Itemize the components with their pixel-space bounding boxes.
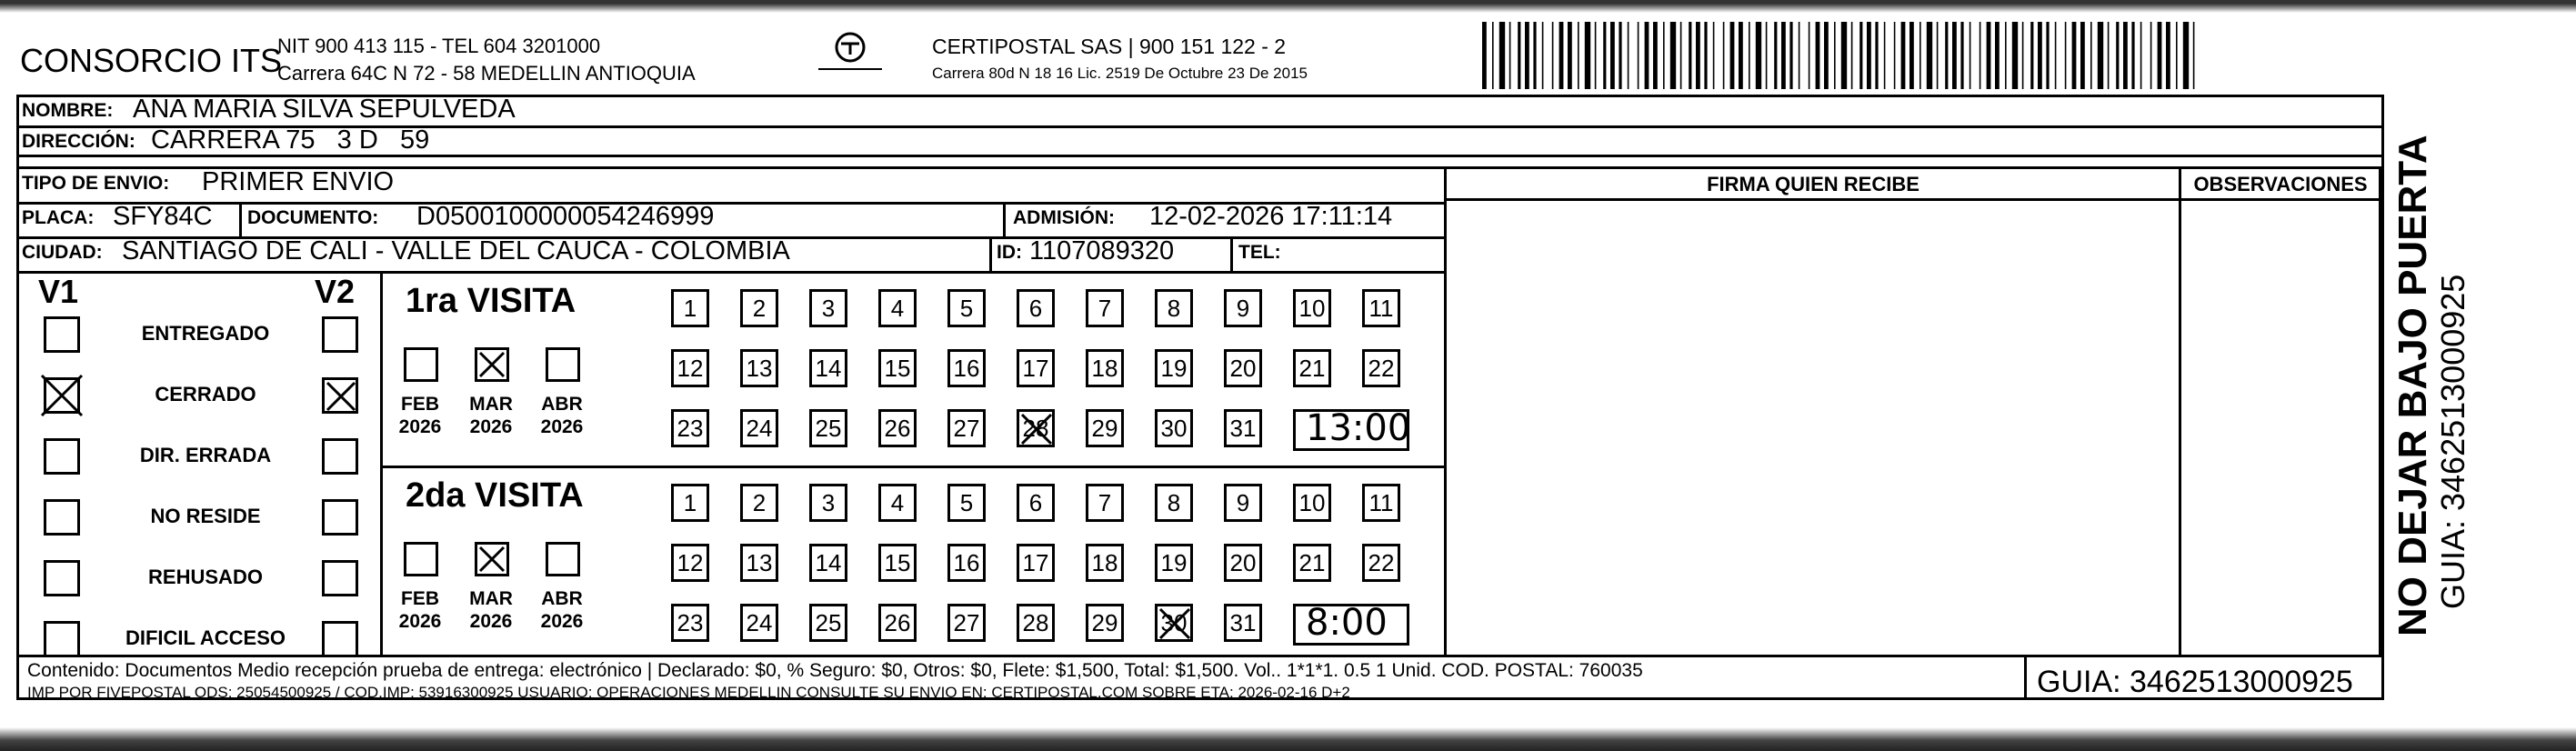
v1-check-mark (38, 372, 85, 419)
ciudad-label: CIUDAD: (22, 242, 103, 263)
day-cell[interactable]: 12 (671, 349, 709, 387)
status-option-label: DIR. ERRADA (139, 444, 272, 466)
day-cell[interactable]: 30 (1155, 409, 1193, 447)
day-cell[interactable]: 2 (740, 484, 778, 522)
divider (16, 271, 1446, 274)
side-guia: GUIA: 3462513000925 (2434, 274, 2471, 609)
divider (1230, 236, 1233, 271)
admision-label: ADMISIÓN: (1013, 207, 1115, 228)
handwritten-time: 8:00 (1306, 602, 1388, 644)
month-year: 2026 (398, 416, 442, 437)
v1-checkbox[interactable] (44, 499, 80, 536)
month-name: FEB (401, 394, 439, 415)
day-cell[interactable]: 4 (878, 484, 917, 522)
day-cell[interactable]: 12 (671, 544, 709, 582)
nit-line: NIT 900 413 115 - TEL 604 3201000 (277, 35, 601, 57)
month-checkbox[interactable] (546, 347, 580, 382)
divider (1003, 202, 1006, 236)
visit-title: 2da VISITA (406, 476, 584, 515)
day-cell[interactable]: 24 (740, 604, 778, 642)
observaciones-header: OBSERVACIONES (2193, 173, 2368, 195)
status-option-label: CERRADO (155, 383, 256, 406)
day-cell[interactable]: 23 (671, 409, 709, 447)
day-cell[interactable]: 13 (740, 544, 778, 582)
company-info (277, 33, 696, 87)
month-name: ABR (541, 394, 583, 415)
id-label: ID: (997, 242, 1022, 263)
day-cell[interactable]: 10 (1293, 484, 1331, 522)
day-cell[interactable]: 11 (1362, 289, 1400, 327)
day-cell[interactable]: 24 (740, 409, 778, 447)
address-line: Carrera 64C N 72 - 58 MEDELLIN ANTIOQUIA (277, 62, 696, 85)
month-name: ABR (541, 588, 583, 609)
day-cell[interactable]: 9 (1224, 484, 1262, 522)
divider (989, 236, 992, 271)
day-cell[interactable]: 23 (671, 604, 709, 642)
firma-header: FIRMA QUIEN RECIBE (1707, 173, 1919, 195)
day-cell[interactable]: 5 (947, 484, 986, 522)
day-cell[interactable]: 5 (947, 289, 986, 327)
month-label (536, 587, 587, 633)
tipo-envio-label: TIPO DE ENVIO: (22, 173, 170, 194)
recipient-id: 1107089320 (1029, 236, 1175, 265)
v1-checkbox[interactable] (44, 621, 80, 657)
tel-label: TEL: (1238, 242, 1281, 263)
month-year: 2026 (398, 611, 442, 632)
scan-edge-top (0, 0, 2576, 18)
day-cell[interactable]: 18 (1086, 544, 1124, 582)
status-option-label: REHUSADO (148, 566, 263, 588)
v1-checkbox[interactable] (44, 316, 80, 353)
warning-text: NO DEJAR BAJO PUERTA (2391, 135, 2435, 636)
month-label (536, 393, 587, 438)
day-cell[interactable]: 15 (878, 544, 917, 582)
nombre-label: NOMBRE: (22, 100, 114, 121)
day-cell[interactable]: 4 (878, 289, 917, 327)
day-cell[interactable]: 21 (1293, 544, 1331, 582)
carrier-address: Carrera 80d N 18 16 Lic. 2519 De Octubre 23 De 2015 (932, 65, 1308, 82)
day-cell[interactable]: 14 (809, 544, 847, 582)
day-cell[interactable]: 1 (671, 484, 709, 522)
day-mark (1018, 411, 1055, 447)
company-name: CONSORCIO ITS (20, 42, 283, 79)
day-cell[interactable]: 16 (947, 349, 986, 387)
day-cell[interactable]: 20 (1224, 544, 1262, 582)
carrier-info (932, 33, 1308, 87)
imp-text: IMP POR FIVEPOSTAL ODS: 25054500925 / COD.IMP: 53916300925 USUARIO: OPERACIONES MEDELLIN CONSULTE SU ENVIO EN: CERTIPOSTAL.COM SOBRE ETA: 2026-02-16 D+2 (27, 684, 1350, 701)
day-cell[interactable]: 25 (809, 604, 847, 642)
divider (16, 655, 2384, 657)
divider (2379, 166, 2381, 655)
day-cell[interactable]: 21 (1293, 349, 1331, 387)
month-label (466, 587, 516, 633)
day-cell[interactable]: 1 (671, 289, 709, 327)
handwritten-time: 13:00 (1306, 407, 1411, 449)
month-check-mark (476, 544, 507, 575)
v2-checkbox[interactable] (322, 560, 358, 596)
day-cell[interactable]: 31 (1224, 604, 1262, 642)
day-cell[interactable]: 19 (1155, 544, 1193, 582)
day-cell[interactable]: 19 (1155, 349, 1193, 387)
month-checkbox[interactable] (404, 347, 438, 382)
v2-checkbox[interactable] (322, 621, 358, 657)
divider (2024, 655, 2027, 700)
certipostal-logo (800, 27, 900, 82)
carrier-line: CERTIPOSTAL SAS | 900 151 122 - 2 (932, 35, 1287, 58)
day-cell[interactable]: 16 (947, 544, 986, 582)
day-cell[interactable]: 7 (1086, 484, 1124, 522)
day-cell[interactable]: 22 (1362, 544, 1400, 582)
ciudad: SANTIAGO DE CALI - VALLE DEL CAUCA - COLOMBIA (122, 236, 790, 265)
month-checkbox[interactable] (546, 542, 580, 576)
day-cell[interactable]: 17 (1017, 544, 1055, 582)
month-year: 2026 (540, 416, 584, 437)
day-cell[interactable]: 6 (1017, 289, 1055, 327)
month-label (395, 587, 446, 633)
day-cell[interactable]: 15 (878, 349, 917, 387)
day-cell[interactable]: 14 (809, 349, 847, 387)
day-cell[interactable]: 28 (1017, 604, 1055, 642)
documento: D0500100000054246999 (416, 202, 715, 231)
day-cell[interactable]: 11 (1362, 484, 1400, 522)
month-check-mark (476, 349, 507, 380)
day-cell[interactable]: 3 (809, 289, 847, 327)
contenido-text: Contenido: Documentos Medio recepción prueba de entrega: electrónico | Declarado: $0, % Seguro: $0, Otros: $0, Flete: $1,500, Total: $1,500. Vol.. 1*1*1. 0.5 1 Unid. COD. POSTAL: 760035 (27, 660, 1643, 681)
day-cell[interactable]: 27 (947, 604, 986, 642)
v1-label: V1 (38, 273, 79, 310)
day-cell[interactable]: 17 (1017, 349, 1055, 387)
month-label (395, 393, 446, 438)
month-checkbox[interactable] (404, 542, 438, 576)
divider (239, 202, 242, 236)
day-cell[interactable]: 27 (947, 409, 986, 447)
v1-checkbox[interactable] (44, 560, 80, 596)
tipo-envio: PRIMER ENVIO (202, 167, 395, 196)
day-cell[interactable]: 22 (1362, 349, 1400, 387)
status-option-label: DIFICIL ACCESO (125, 626, 286, 649)
v1-checkbox[interactable] (44, 438, 80, 475)
divider (1446, 198, 2382, 201)
divider (1444, 166, 1447, 655)
placa: SFY84C (113, 202, 213, 231)
divider (380, 271, 383, 655)
month-year: 2026 (540, 611, 584, 632)
day-mark (1157, 606, 1193, 642)
barcode (1482, 22, 2205, 89)
day-cell[interactable]: 10 (1293, 289, 1331, 327)
visit-title: 1ra VISITA (406, 282, 576, 320)
day-cell[interactable]: 20 (1224, 349, 1262, 387)
v2-label: V2 (315, 273, 356, 310)
status-option-label: NO RESIDE (150, 505, 261, 527)
month-name: FEB (401, 588, 439, 609)
month-year: 2026 (469, 416, 513, 437)
recipient-address: CARRERA 75 3 D 59 (151, 125, 430, 155)
day-cell[interactable]: 26 (878, 604, 917, 642)
day-cell[interactable]: 31 (1224, 409, 1262, 447)
day-cell[interactable]: 26 (878, 409, 917, 447)
day-cell[interactable]: 28 (1017, 409, 1055, 447)
v2-checkbox[interactable] (322, 438, 358, 475)
documento-label: DOCUMENTO: (247, 207, 379, 228)
day-cell[interactable]: 13 (740, 349, 778, 387)
day-cell[interactable]: 30 (1155, 604, 1193, 642)
scan-edge-bottom (0, 727, 2576, 751)
placa-label: PLACA: (22, 207, 95, 228)
day-cell[interactable]: 18 (1086, 349, 1124, 387)
v2-checkbox[interactable] (322, 499, 358, 536)
day-cell[interactable]: 3 (809, 484, 847, 522)
day-cell[interactable]: 8 (1155, 484, 1193, 522)
day-cell[interactable]: 8 (1155, 289, 1193, 327)
guia-number: GUIA: 3462513000925 (2037, 665, 2353, 699)
month-name: MAR (469, 394, 513, 415)
side-notice (2391, 135, 2471, 636)
status-option-label: ENTREGADO (141, 322, 270, 345)
day-cell[interactable]: 29 (1086, 409, 1124, 447)
day-cell[interactable]: 2 (740, 289, 778, 327)
recipient-name: ANA MARIA SILVA SEPULVEDA (133, 95, 516, 124)
day-cell[interactable]: 9 (1224, 289, 1262, 327)
v2-checkbox[interactable] (322, 316, 358, 353)
divider (380, 466, 1446, 468)
month-label (466, 393, 516, 438)
month-year: 2026 (469, 611, 513, 632)
day-cell[interactable]: 29 (1086, 604, 1124, 642)
day-cell[interactable]: 6 (1017, 484, 1055, 522)
day-cell[interactable]: 25 (809, 409, 847, 447)
day-cell[interactable]: 7 (1086, 289, 1124, 327)
month-name: MAR (469, 588, 513, 609)
direccion-label: DIRECCIÓN: (22, 131, 135, 152)
v2-check-mark (324, 379, 358, 414)
divider (2179, 166, 2181, 655)
admision-date: 12-02-2026 17:11:14 (1149, 202, 1393, 231)
